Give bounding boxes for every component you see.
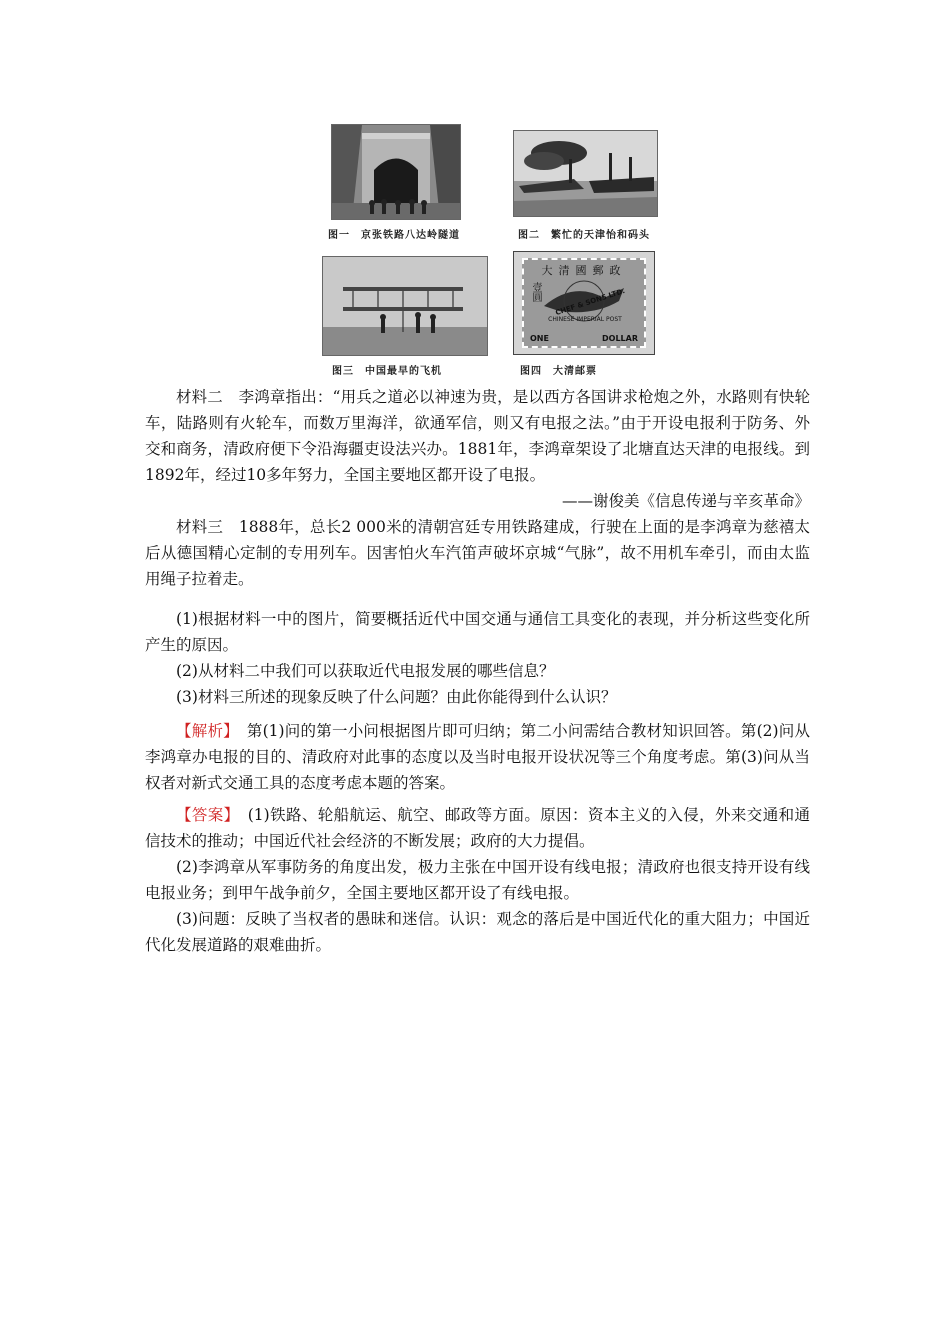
questions-block: [145, 606, 810, 710]
stamp-overprint: CHEF & SONS LTD.: [554, 287, 626, 317]
figure-1-caption: 图一 京张铁路八达岭隧道: [328, 230, 460, 241]
stamp-value: 壹圓: [530, 282, 541, 302]
material-3-text: 材料三 1888年，总长2 000米的清朝宫廷专用铁路建成，行驶在上面的是李鸿章为慈禧太后从德国精心定制的专用列车。因害怕火车汽笛声破坏京城“气脉”，故不用机车牵引，而由太监用绳子拉着走。: [145, 518, 810, 588]
airplane-illustration: [323, 257, 487, 355]
analysis-text: 第(1)问的第一小问根据图片即可归纳；第二小问需结合教材知识回答。第(2)问从李鸿章办电报的目的、清政府对此事的态度以及当时电报开设状况等三个角度考虑。第(3)问从当权者对新式交通工具的态度考虑本题的答案。: [145, 722, 810, 792]
stamp-bottom-left: ONE: [530, 334, 549, 343]
harbor-illustration: [514, 131, 657, 216]
stamp-side-text: CHINESE IMPERIAL POST: [548, 316, 622, 323]
answer-label: 【答案】: [176, 806, 232, 824]
analysis-paragraph: [145, 718, 810, 796]
figure-airplane-photo: [322, 256, 488, 356]
stamp-bottom-right: DOLLAR: [602, 334, 638, 343]
answer-3: (3)问题：反映了当权者的愚昧和迷信。认识：观念的落后是中国近代化的重大阻力；中国近代化发展道路的艰难曲折。: [145, 910, 810, 954]
stamp-top-text: 大清國郵政: [541, 264, 627, 277]
question-1: (1)根据材料一中的图片，简要概括近代中国交通与通信工具变化的表现，并分析这些变化所产生的原因。: [145, 610, 810, 654]
question-2: (2)从材料二中我们可以获取近代电报发展的哪些信息？: [176, 662, 555, 680]
figure-harbor-photo: [513, 130, 658, 217]
answer-2: (2)李鸿章从军事防务的角度出发，极力主张在中国开设有线电报；清政府也很支持开设有线电报业务；到甲午战争前夕，全国主要地区都开设了有线电报。: [145, 858, 810, 902]
figure-stamp-photo: [513, 251, 655, 355]
answer-block: [145, 802, 810, 958]
material-2-text: 材料二 李鸿章指出：“用兵之道必以神速为贵，是以西方各国讲求枪炮之外，水路则有快轮车，陆路则有火轮车，而数万里海洋，欲通军信，则又有电报之法。”由于开设电报利于防务、外交和商务，清政府便下令沿海疆吏设法兴办。1881年，李鸿章架设了北塘直达天津的电报线。到1892年，经过10多年努力，全国主要地区都开设了电报。: [145, 388, 810, 484]
stamp: [522, 258, 646, 348]
material-3-block: [145, 514, 810, 592]
answer-1-paragraph: [145, 802, 810, 854]
question-3: (3)材料三所述的现象反映了什么问题？由此你能得到什么认识？: [176, 688, 617, 706]
material-2-source: ——谢俊美《信息传递与辛亥革命》: [561, 492, 810, 510]
answer-1: (1)铁路、轮船航运、航空、邮政等方面。原因：资本主义的入侵，外来交通和通信技术的推动；中国近代社会经济的不断发展；政府的大力提倡。: [145, 806, 810, 850]
material-2-block: [145, 384, 810, 514]
figure-4-caption: 图四 大清邮票: [520, 366, 597, 377]
figure-tunnel-photo: [331, 124, 461, 220]
figure-2-caption: 图二 繁忙的天津怡和码头: [518, 230, 650, 241]
tunnel-illustration: [332, 125, 460, 219]
analysis-block: [145, 718, 810, 796]
figure-3-caption: 图三 中国最早的飞机: [332, 366, 442, 377]
analysis-label: 【解析】: [176, 722, 232, 740]
